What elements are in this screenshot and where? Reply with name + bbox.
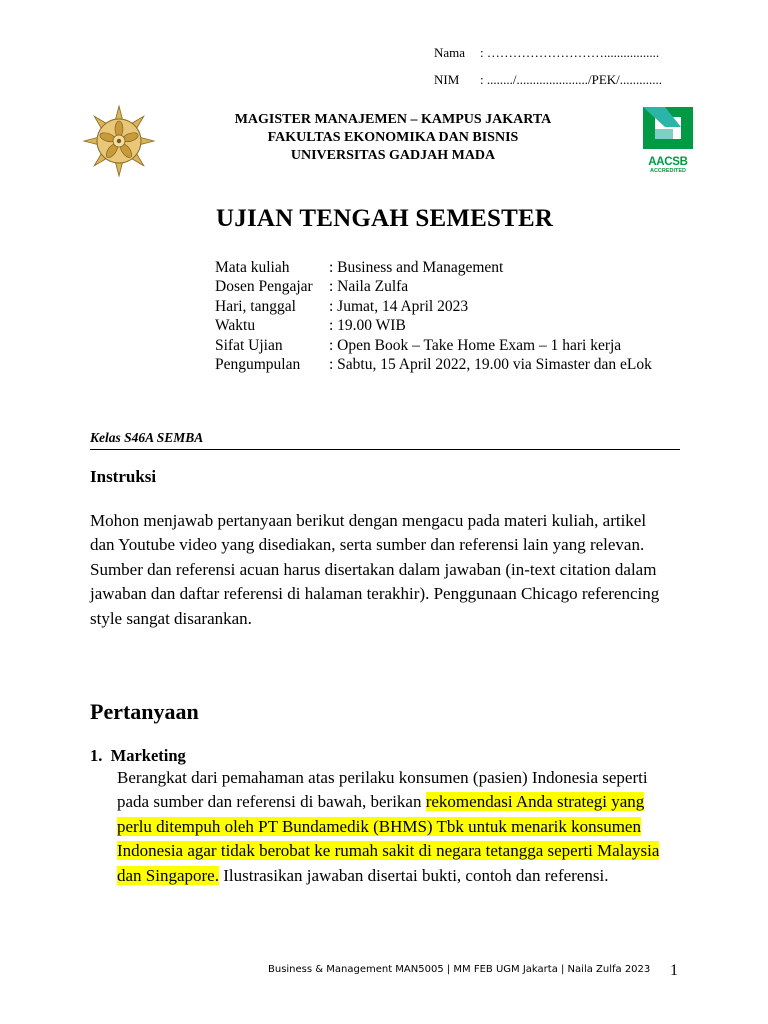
exam-info: [215, 258, 652, 374]
instructions-line: Mohon menjawab pertanyaan berikut dengan mengacu pada materi kuliah, artikel: [90, 511, 647, 530]
highlighted-text: dan Singapore.: [117, 865, 219, 885]
instructions-line: jawaban dan daftar referensi di halaman terakhir). Penggunaan Chicago referencing: [90, 584, 660, 604]
section-divider: [90, 449, 680, 450]
nim-value: : ......../....................../PEK/.............: [480, 72, 663, 87]
info-row-course: Mata kuliah : Business and Management: [215, 259, 504, 276]
highlighted-text: perlu ditempuh oleh PT Bundamedik (BHMS) Tbk untuk menarik konsumen: [117, 816, 641, 836]
header-program: MAGISTER MANAJEMEN – KAMPUS JAKARTA: [234, 112, 552, 127]
header-university: UNIVERSITAS GADJAH MADA: [290, 148, 496, 163]
nim-label: NIM: [434, 72, 460, 87]
question-1-topic: Marketing: [110, 746, 186, 765]
aacsb-logo: [643, 107, 693, 177]
question-line: dan Singapore. Ilustrasikan jawaban disertai bukti, contoh dan referensi.: [117, 865, 609, 885]
page-number: 1: [670, 962, 678, 979]
nama-label: Nama: [434, 45, 466, 60]
questions-heading: Pertanyaan: [90, 699, 199, 724]
instructions-line: style sangat disarankan.: [90, 608, 252, 628]
info-row-time: Waktu : 19.00 WIB: [215, 317, 406, 335]
nim-field: [434, 72, 662, 88]
aacsb-name: AACSB: [648, 156, 688, 168]
nama-value: : ……………………….................: [480, 45, 660, 60]
ugm-emblem-logo: [82, 104, 156, 178]
highlighted-text: rekomendasi Anda strategi yang: [425, 792, 645, 812]
page-footer: Business & Management MAN5005 | MM FEB UGM Jakarta | Naila Zulfa 2023: [268, 964, 651, 975]
info-row-submission: Pengumpulan : Sabtu, 15 April 2022, 19.00 via Simaster dan eLok: [215, 356, 652, 374]
header-faculty: FAKULTAS EKONOMIKA DAN BISNIS: [267, 130, 519, 145]
class-label: Kelas S46A SEMBA: [90, 430, 204, 445]
aacsb-sub: ACCREDITED: [649, 168, 687, 174]
info-row-date: Hari, tanggal : Jumat, 14 April 2023: [215, 297, 469, 315]
question-line: pada sumber dan referensi di bawah, berikan rekomendasi Anda strategi yang: [117, 792, 645, 812]
question-1-title: [90, 746, 186, 766]
instructions-paragraph: [90, 509, 690, 631]
highlighted-text: Indonesia agar tidak berobat ke rumah sakit di negara tetangga seperti Malaysia: [117, 841, 660, 861]
question-line: Berangkat dari pemahaman atas perilaku konsumen (pasien) Indonesia seperti: [117, 768, 648, 787]
nama-field: [434, 45, 659, 61]
aacsb-mark-icon: [643, 107, 693, 149]
question-line: [117, 815, 697, 839]
exam-title: UJIAN TENGAH SEMESTER: [216, 205, 554, 232]
instructions-heading: Instruksi: [90, 467, 157, 486]
info-row-lecturer: Dosen Pengajar : Naila Zulfa: [215, 278, 409, 296]
question-line: [117, 839, 697, 863]
info-row-type: Sifat Ujian : Open Book – Take Home Exam – 1 hari kerja: [215, 336, 622, 354]
question-1-number: 1.: [90, 746, 103, 765]
question-1-body: [117, 766, 697, 888]
instructions-line: Sumber dan referensi acuan harus disertakan dalam jawaban (in-text citation dalam: [90, 559, 657, 579]
instructions-line: dan Youtube video yang disediakan, serta sumber dan referensi lain yang relevan.: [90, 535, 645, 555]
